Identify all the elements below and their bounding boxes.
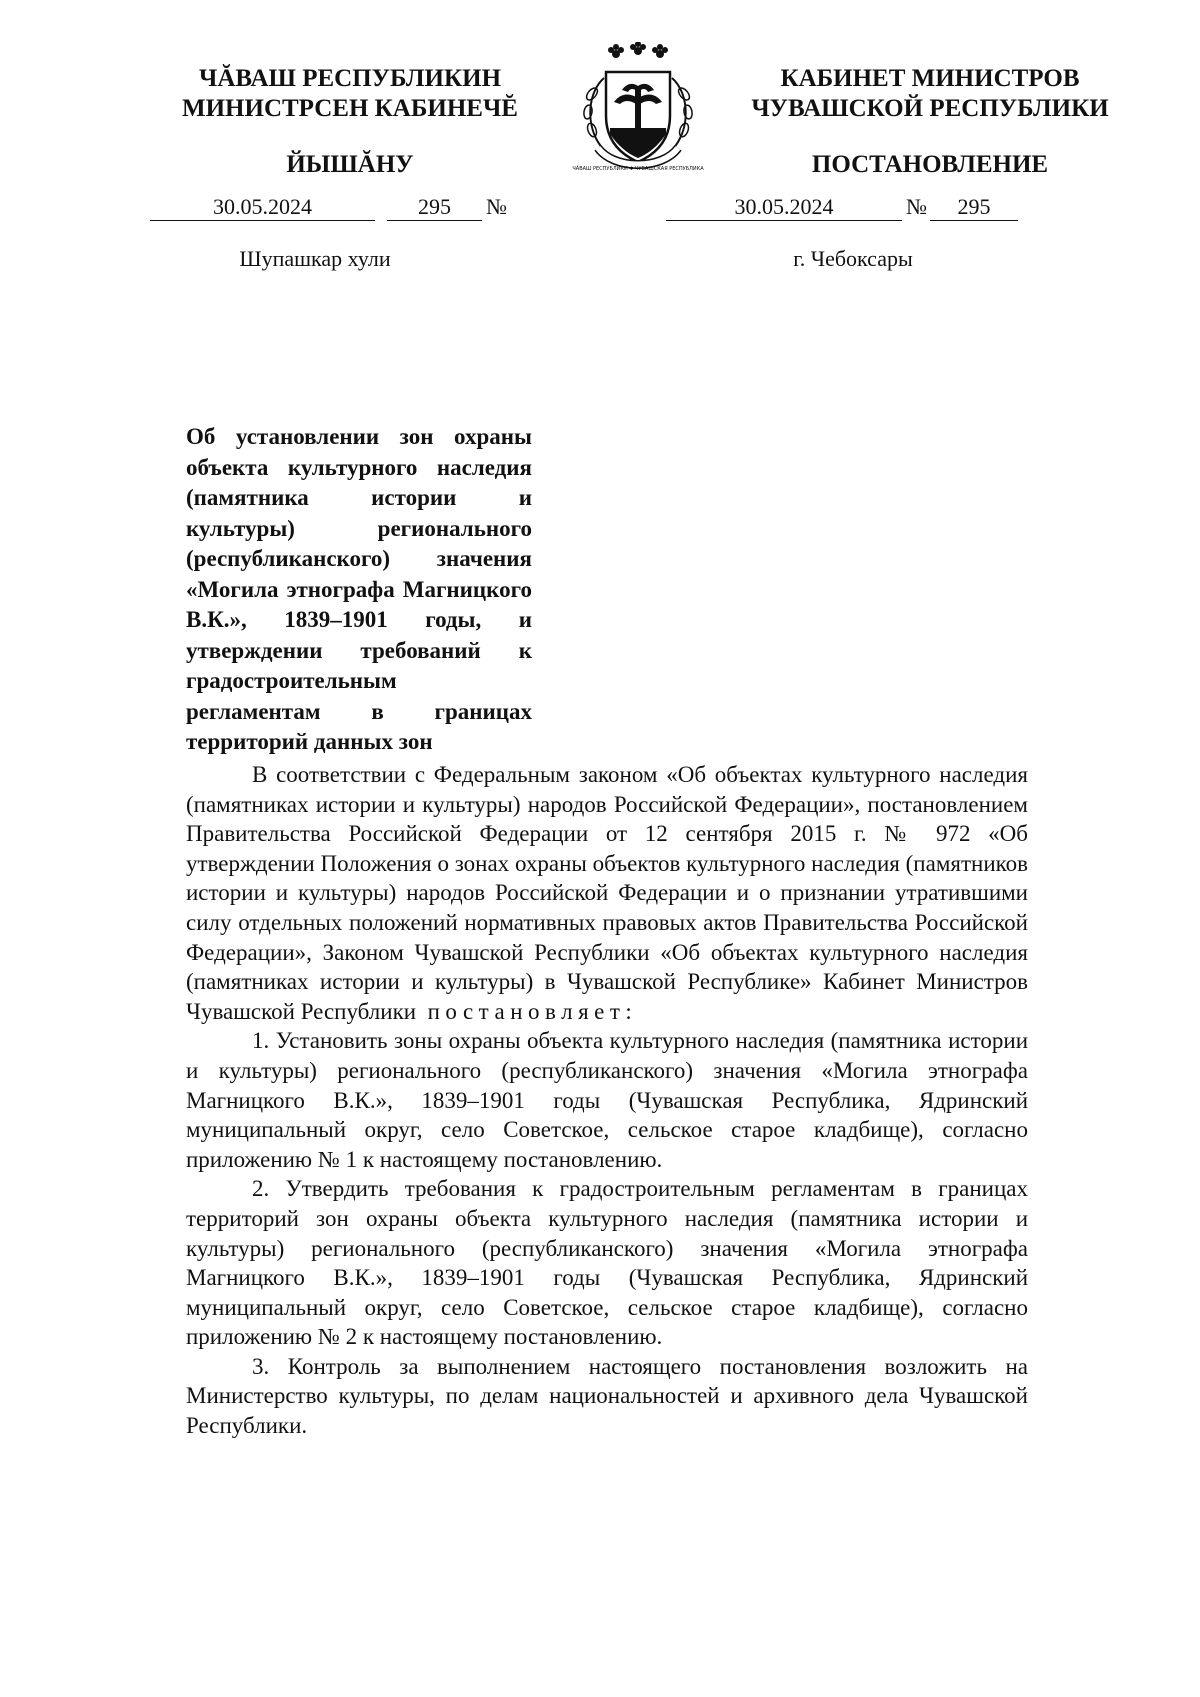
left-header <box>150 64 550 124</box>
item-3: 3. Контроль за выполнением настоящего постановления возложить на Министерство культуры, по делам национальностей и архивного дела Чувашской Республики. <box>186 1353 1028 1439</box>
right-date: 30.05.2024 <box>734 194 834 219</box>
right-place: г. Чебоксары <box>793 246 913 271</box>
right-number: 295 <box>957 194 991 219</box>
left-number: 295 <box>418 194 451 219</box>
document-body <box>186 760 1028 1441</box>
right-number-field <box>930 194 1018 221</box>
item-2: 2. Утвердить требования к градостроительным регламентам в границах территорий зон охраны объекта культурного наследия (памятника истории и культуры) регионального (республиканского) значения «Могила этнографа Магницкого В.К.», 1839–1901 годы (Чувашская Республика, Ядринский муниципальный округ, село Советское, сельское старое кладбище), согласно приложению № 2 к настоящему постановлению. <box>186 1176 1028 1350</box>
left-doctype: ЙЫШĂНУ <box>286 151 414 178</box>
left-header-line2: МИНИСТРСЕН КАБИНЕЧĔ <box>182 95 518 122</box>
document-title: Об установлении зон охраны объекта культурного наследия (памятника истории и культуры) регионального (республиканского) значения «Могила этнографа Магницкого В.К.», 1839–1901 годы, и утверждении требований к градостроительным регламентам в границах территорий данных зон <box>186 424 532 754</box>
right-header-line1: КАБИНЕТ МИНИСТРОВ <box>780 65 1080 92</box>
left-number-field <box>387 194 482 221</box>
decree-word: постановляет: <box>427 998 638 1024</box>
left-date-field <box>150 194 375 221</box>
preamble-paragraph <box>186 760 1028 1026</box>
coat-of-arms-emblem <box>568 42 708 178</box>
right-doctype: ПОСТАНОВЛЕНИЕ <box>811 151 1049 178</box>
preamble-text: В соответствии с Федеральным законом «Об объектах культурного наследия (памятниках истории и культуры) народов Российской Федерации», постановлением Правительства Российской Федерации от 12 сентября 2015 г. № 972 «Об утверждении Положения о зонах охраны объектов культурного наследия (памятников истории и культуры) народов Российской Федерации и о признании утратившими силу отдельных положений нормативных правовых актов Правительства Российской Федерации», Законом Чувашской Республики «Об объектах культурного наследия (памятниках истории и культуры) в Чувашской Республике» Кабинет Министров Чувашской Республики <box>186 762 1028 1024</box>
right-header-line2: ЧУВАШСКОЙ РЕСПУБЛИКИ <box>751 95 1109 122</box>
left-date: 30.05.2024 <box>213 194 312 219</box>
left-number-sign: № <box>486 194 507 219</box>
right-header <box>730 64 1130 124</box>
left-header-line1: ЧĂВАШ РЕСПУБЛИКИН <box>198 65 502 92</box>
emblem-ribbon-text: ЧĂВАШ РЕСПУБЛИКИ ✱ ЧУВАШСКАЯ РЕСПУБЛИКА <box>572 166 704 172</box>
item-1: 1. Установить зоны охраны объекта культурного наследия (памятника истории и культуры) регионального (республиканского) значения «Могила этнографа Магницкого В.К.», 1839–1901 годы (Чувашская Республика, Ядринский муниципальный округ, село Советское, сельское старое кладбище), согласно приложению № 1 к настоящему постановлению. <box>186 1028 1028 1172</box>
right-number-sign: № <box>906 194 927 219</box>
left-place: Шупашкар хули <box>239 246 391 271</box>
right-date-field <box>666 194 902 221</box>
